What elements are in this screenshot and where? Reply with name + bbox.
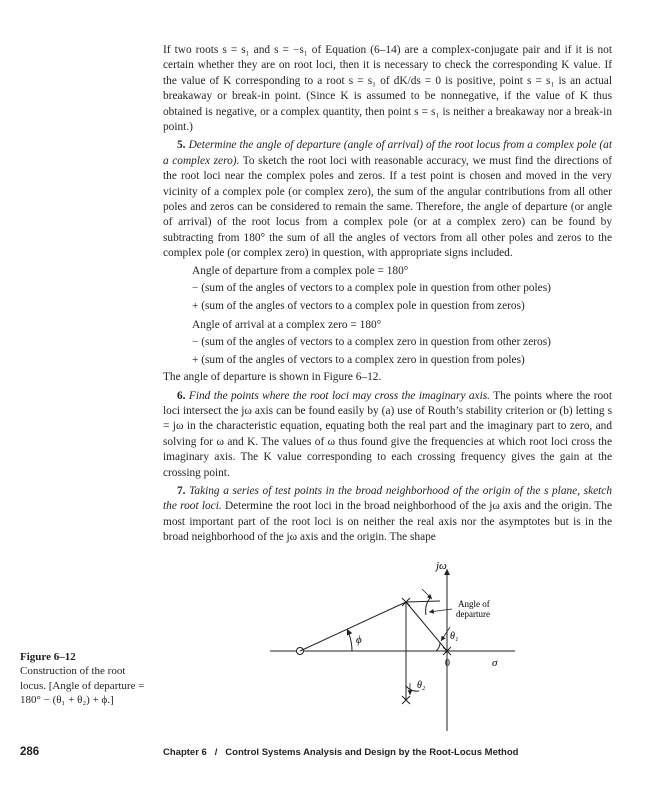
- paragraph-rule-6: [163, 389, 612, 481]
- rule-7-number: 7.: [177, 484, 186, 497]
- figure-number: Figure 6–12: [20, 651, 76, 663]
- figure-reference: The angle of departure is shown in Figure 6–12.: [163, 371, 382, 384]
- figure-caption-text: Construction of the root locus. [Angle of departure = 180° − (θ₁ + θ₂) + ϕ.]: [20, 665, 145, 707]
- departure-top-pointer: [422, 589, 432, 599]
- departure-label: departure: [456, 609, 490, 619]
- rule-5-body: To sketch the root loci with reasonable accuracy, we must find the directions of the root loci near the complex poles and zeros. If a test point is chosen and moved in the very vicinity of a complex pole (or complex zero), the sum of the angular contributions from all other poles and zeros can be considered to remain the same. Therefore, the angle of departure (or angle of arrival) of the root locus from a complex pole (or at a complex zero) can be found by subtracting from 180° the sum of all the angles of vectors from all other poles and zeros to the complex pole (or complex zero) in question, with appropriate signs included.: [163, 154, 612, 260]
- equation-departure-line-1: Angle of departure from a complex pole = 180°: [192, 264, 409, 277]
- running-footer: Chapter 6 / Control Systems Analysis and Design by the Root-Locus Method: [163, 747, 519, 758]
- theta1-label: θ₁: [450, 631, 459, 642]
- paragraph-breakaway-check: If two roots s = s₁ and s = −s₁ of Equation (6–14) are a complex-conjugate pair and if it is not certain whether they are on root loci, then it is necessary to check the corresponding K value. If the value of K corresponding to a root s = s₁ of dK/ds = 0 is positive, point s = s₁ is an actual breakaway or break-in point. (Since K is assumed to be nonnegative, if the value of K thus obtained is negative, or a complex quantity, then point s = s₁ is neither a breakaway nor a break-in point.): [163, 44, 612, 134]
- equation-departure-line-3: + (sum of the angles of vectors to a complex pole in question from zeros): [192, 299, 525, 312]
- rule-5-title: Determine the angle of departure (angle of arrival) of the root locus from a complex pole (at a complex zero).: [163, 139, 612, 167]
- equation-arrival-line-2: − (sum of the angles of vectors to a complex zero in question from other zeros): [192, 336, 551, 349]
- angle-of-label: Angle of: [458, 599, 490, 609]
- rule-6-title: Find the points where the root loci may cross the imaginary axis.: [188, 389, 490, 402]
- rule-6-body: The points where the root loci intersect the jω axis can be found easily by (a) use of Routh’s stability criterion or (b) letting s = jω in the characteristic equation, equating both the real part and the imaginary part to zero, and solving for ω and K. The values of ω thus found give the frequencies at which root loci cross the imaginary axis. The K value corresponding to each crossing frequency gives the gain at the crossing point.: [163, 389, 612, 479]
- departure-direction: [406, 601, 440, 602]
- jw-label: jω: [436, 560, 447, 572]
- vector-from-origin-pole: [406, 602, 447, 651]
- equation-arrival-line-3: + (sum of the angles of vectors to a complex zero in question from poles): [192, 353, 525, 366]
- theta1-pointer: [441, 627, 450, 641]
- vector-from-zero: [300, 602, 406, 651]
- rule-7-title: Taking a series of test points in the broad neighborhood of the origin of the s plane, sketch the root loci.: [163, 484, 612, 513]
- theta1-angle-arc: [436, 643, 440, 651]
- departure-angle-arc: [426, 598, 430, 615]
- phi-label: ϕ: [356, 634, 362, 646]
- phi-angle-arc: [347, 629, 352, 651]
- theta2-label: θ₂: [417, 680, 426, 691]
- paragraph-rule-7: [163, 484, 612, 546]
- rule-5-number: 5.: [177, 139, 186, 152]
- equation-arrival-line-1: Angle of arrival at a complex zero = 180°: [192, 318, 382, 331]
- figure-caption: [20, 650, 148, 708]
- body-text: [163, 43, 612, 546]
- paragraph-rule-5: [163, 138, 612, 261]
- root-locus-figure: [240, 555, 540, 745]
- sigma-label: σ: [492, 657, 498, 669]
- departure-pointer: [429, 609, 452, 612]
- origin-label: 0: [445, 658, 450, 669]
- equation-departure-line-2: − (sum of the angles of vectors to a complex pole in question from other poles): [192, 282, 551, 295]
- rule-6-number: 6.: [177, 389, 186, 402]
- rule-7-body: Determine the root loci in the broad neighborhood of the jω axis and the origin. The most important part of the root loci is on neither the real axis nor the asymptotes but is in the broad neighborhood of the jω axis and the origin. The shape: [163, 500, 612, 544]
- page-number: 286: [20, 746, 40, 758]
